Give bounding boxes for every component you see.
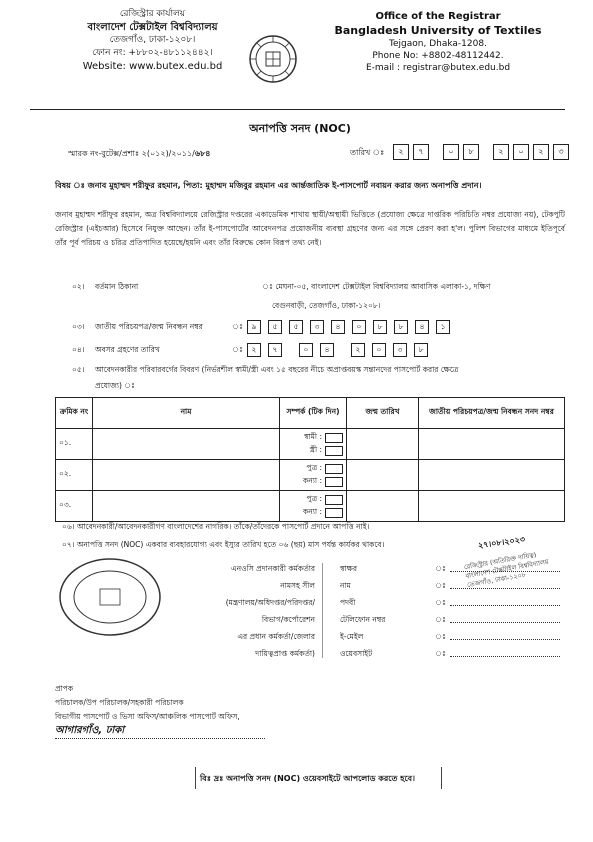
sig-field-website[interactable]: ওয়েবসাইট ঃ	[340, 645, 385, 662]
table-row	[56, 429, 565, 460]
sig-left-line: দায়িত্বপ্রাপ্ত কর্মকর্তা)	[255, 649, 315, 658]
sig-field-email[interactable]: ই-মেইল ঃ	[340, 628, 385, 645]
item-03-colon: ঃ	[232, 322, 244, 331]
digit-box: ২	[351, 343, 365, 357]
family-table	[55, 397, 565, 522]
memo-number	[68, 148, 210, 161]
digit-box: ৫	[289, 320, 303, 334]
row-relation	[280, 491, 347, 522]
subject-line: বিষয় ঃ জনাব মুহাম্মদ শরীফুর রহমান, পিতা: মুহাম্মদ মজিবুর রহমান এর আর্ন্তজাতিক ই-পাসপোর্ট নবায়ন করার জন্য অনাপত্তি প্রদান।	[55, 181, 482, 190]
digit-box: ৩	[553, 144, 569, 160]
item-02-no: ০২।	[72, 282, 85, 291]
tick-box[interactable]	[325, 477, 343, 487]
digit-box: ৫	[268, 320, 282, 334]
en-university: Bangladesh University of Textiles	[334, 24, 542, 37]
row-dob[interactable]	[347, 460, 419, 491]
digit-box: ০	[443, 144, 459, 160]
sig-left-line: (মন্ত্রণালয়/অধিদপ্তর/পরিদপ্তর/	[225, 598, 315, 607]
table-header-row	[56, 398, 565, 429]
tick-box[interactable]	[325, 433, 343, 443]
tick-box[interactable]	[325, 464, 343, 474]
digit-box: ৪	[415, 320, 429, 334]
digit-box: ২	[533, 144, 549, 160]
item-04-label: অবসর গ্রহণের তারিখ	[95, 345, 160, 354]
en-phone: Phone No: +8802-48112442.	[372, 51, 504, 61]
sig-left-line: নামসহ সীল	[280, 581, 315, 590]
col-relation: সম্পর্ক (টিক দিন)	[280, 398, 347, 429]
en-address: Tejgaon, Dhaka-1208.	[389, 39, 487, 49]
item-02-value: ঃ মেঘনা-০৫, বাংলাদেশ টেক্সটাইল বিশ্ববিদ্যালয় আবাসিক এলাকা-১, দক্ষিণ	[262, 282, 491, 291]
relation-option[interactable]: পুত্র :	[283, 462, 343, 475]
website: Website: www.butex.edu.bd	[82, 61, 223, 72]
signatory-left	[185, 560, 315, 662]
row-name[interactable]	[93, 429, 280, 460]
item-03-no: ০৩।	[72, 322, 85, 331]
digit-box: ২	[493, 144, 509, 160]
item-03-label: জাতীয় পরিচয়পত্র/জন্ম নিবন্ধন নম্বর	[95, 322, 203, 331]
col-name: নাম	[93, 398, 280, 429]
footer-note: বিঃ দ্রঃ অনাপত্তি সনদ (NOC) ওয়েবসাইটে আপলোড করতে হবে।	[200, 774, 415, 783]
row-relation	[280, 429, 347, 460]
signatory-right	[340, 560, 447, 662]
sig-field-signature[interactable]: স্বাক্ষর ঃ	[340, 560, 385, 577]
item-05-label: আবেদনকারীর পরিবারবর্গের বিবরণ (নির্ভরশীল স্বামী/স্ত্রী এবং ১৫ বছরের নীচে অপ্রাপ্তবয়স্ক সন্তানদের পাসপোর্ট করার ক্ষেত্রে	[95, 365, 459, 374]
digit-box: ০	[352, 320, 366, 334]
row-name[interactable]	[93, 491, 280, 522]
vertical-divider	[322, 563, 331, 658]
item-04-no: ০৪।	[72, 345, 85, 354]
digit-box: ৭	[413, 144, 429, 160]
tick-box[interactable]	[325, 495, 343, 505]
digit-box: ১	[436, 320, 450, 334]
bn-university: বাংলাদেশ টেক্সটাইল বিশ্ববিদ্যালয়	[87, 22, 218, 33]
body-paragraph: জনাব মুহাম্মদ শরীফুর রহমান, অত্র বিশ্ববিদ্যালয়ে রেজিস্ট্রার দপ্তরের একাডেমিক শাখায় স্থায়ী/অস্থায়ী ভিত্তিতে (প্রযোজ্য ক্ষেত্রে দাপ্তরিক পরিচিতি নম্বর প্রযোজ্য নয়), টেকপুটি রেজিস্ট্রার (এইচআর) হিসেবে নিযুক্ত আছেন। তাঁর ই-পাসপোর্টের আবেদনপত্র প্রয়োজনীয় ব্যবস্থা গ্রহণের জন্য এর সঙ্গে প্রেরণ করা হ'ল। পুলিশ বিভাগের মাধ্যমে ইতিপূর্বে তাঁর পূর্ব পরিচয় ও চরিত্র প্রতিপাদিত হয়েছে/হয়নি এবং তাঁর বিরুদ্ধে কোন বিরূপ তথ্য নেই।	[55, 210, 565, 247]
table-row	[56, 491, 565, 522]
item-02-value-line2: বেগুনবাড়ী, তেজগাঁও, ঢাকা-১২০৮।	[272, 301, 381, 310]
col-serial: ক্রমিক নং	[56, 398, 93, 429]
recipient-block	[55, 682, 265, 739]
row-dob[interactable]	[347, 491, 419, 522]
digit-box: ৭	[268, 343, 282, 357]
tick-box[interactable]	[325, 446, 343, 456]
item-02-label: বর্তমান ঠিকানা	[95, 282, 139, 291]
recipient-handwritten: আগারগাঁও, ঢাকা	[55, 724, 265, 739]
row-nid[interactable]	[419, 429, 565, 460]
digit-box: ৪	[331, 320, 345, 334]
bn-phone: ফোন নং: +৮৮০২-৪৮১১২৪৪২।	[92, 48, 213, 58]
recipient-label: প্রাপক	[55, 684, 74, 693]
sig-field-name[interactable]: নাম ঃ	[340, 577, 385, 594]
en-email: E-mail : registrar@butex.edu.bd	[365, 63, 511, 73]
row-nid[interactable]	[419, 491, 565, 522]
row-dob[interactable]	[347, 429, 419, 460]
digit-box: ৮	[414, 343, 428, 357]
digit-box: ০	[299, 343, 313, 357]
relation-option[interactable]: স্ত্রী :	[283, 444, 343, 457]
header-en	[318, 10, 558, 74]
date-label: তারিখ ঃ	[350, 148, 385, 157]
header-bn	[40, 8, 265, 73]
digit-box: ০	[513, 144, 529, 160]
relation-option[interactable]: কন্যা :	[283, 475, 343, 488]
university-logo-icon	[248, 34, 298, 84]
signature-date: ২৭।০৮।২০২৩	[477, 534, 526, 551]
memo-label: স্মারক নং-বুটেক্স/প্রশাঃ ২(০১২)/২০১১/	[68, 149, 195, 158]
relation-option[interactable]: স্বামী :	[283, 431, 343, 444]
item-07: ০৭। অনাপত্তি সনদ (NOC) একবার ব্যবহারযোগ্য এবং ইস্যুর তারিখ হতে ০৬ (ছয়) মাস পর্যন্ত কার্যকর থাকবে।	[62, 540, 385, 549]
row-name[interactable]	[93, 460, 280, 491]
sig-field-designation[interactable]: পদবী ঃ	[340, 594, 385, 611]
digit-box: ৮	[463, 144, 479, 160]
registrar-stamp-text: রেজিস্ট্রার (অতিরিক্ত দায়িত্ব) বাংলাদেশ টেক্সটাইল বিশ্ববিদ্যালয় তেজগাঁও, ঢাকা-১২০৮	[463, 550, 550, 590]
row-nid[interactable]	[419, 460, 565, 491]
digit-box: ২	[247, 343, 261, 357]
footer-frame	[195, 767, 442, 789]
col-nid: জাতীয় পরিচয়পত্র/জন্ম নিবন্ধন সনদ নম্বর	[419, 398, 565, 429]
digit-box: ৮	[394, 320, 408, 334]
item-05-label-line2: প্রযোজ্য) ঃ	[95, 381, 136, 390]
tick-box[interactable]	[325, 508, 343, 518]
digit-box: ৩	[310, 320, 324, 334]
sig-left-line: বিভাগ/কর্পোরেশন	[261, 615, 315, 624]
row-serial: ০৩.	[56, 491, 93, 522]
recipient-line1: পরিচালক/উপ পরিচালক/সহকারী পরিচালক	[55, 698, 184, 707]
bn-office: রেজিস্ট্রার কার্যালয়	[119, 9, 186, 19]
relation-option[interactable]: পুত্র :	[283, 493, 343, 506]
digit-box: ৯	[247, 320, 261, 334]
item-06: ০৬। আবেদনকারী/আবেদনকারীগণ বাংলাদেশের নাগরিক। তাঁকে/তাঁদেরকে পাসপোর্ট প্রদানে আপত্তি নাই।	[62, 522, 370, 531]
recipient-line2: বিভাগীয় পাসপোর্ট ও ভিসা অফিস/আঞ্চলিক পাসপোর্ট অফিস,	[55, 712, 240, 721]
digit-box: ৪	[320, 343, 334, 357]
sig-field-phone[interactable]: টেলিফোন নম্বর ঃ	[340, 611, 385, 628]
digit-box: ৮	[373, 320, 387, 334]
sig-left-line: এর প্রধান কর্মকর্তা/জেলার	[237, 632, 315, 641]
relation-option[interactable]: কন্যা :	[283, 506, 343, 519]
table-row	[56, 460, 565, 491]
document-title: অনাপত্তি সনদ (NOC)	[249, 122, 351, 135]
en-office: Office of the Registrar	[375, 11, 501, 22]
sig-left-line: এনওসি প্রদানকারী কর্মকর্তার	[230, 564, 315, 573]
memo-handwritten-number: ৬৮৪	[194, 149, 211, 158]
digit-box: ২	[393, 144, 409, 160]
office-seal-icon	[55, 555, 165, 640]
row-relation	[280, 460, 347, 491]
col-dob: জন্ম তারিখ	[347, 398, 419, 429]
item-05-no: ০৫।	[72, 365, 85, 374]
digit-box: ০	[372, 343, 386, 357]
item-04-colon: ঃ	[232, 345, 244, 354]
row-serial: ০১.	[56, 429, 93, 460]
header-divider	[30, 109, 565, 110]
bn-address: তেজগাঁও, ঢাকা-১২০৮।	[109, 35, 196, 45]
row-serial: ০২.	[56, 460, 93, 491]
digit-box: ৩	[393, 343, 407, 357]
